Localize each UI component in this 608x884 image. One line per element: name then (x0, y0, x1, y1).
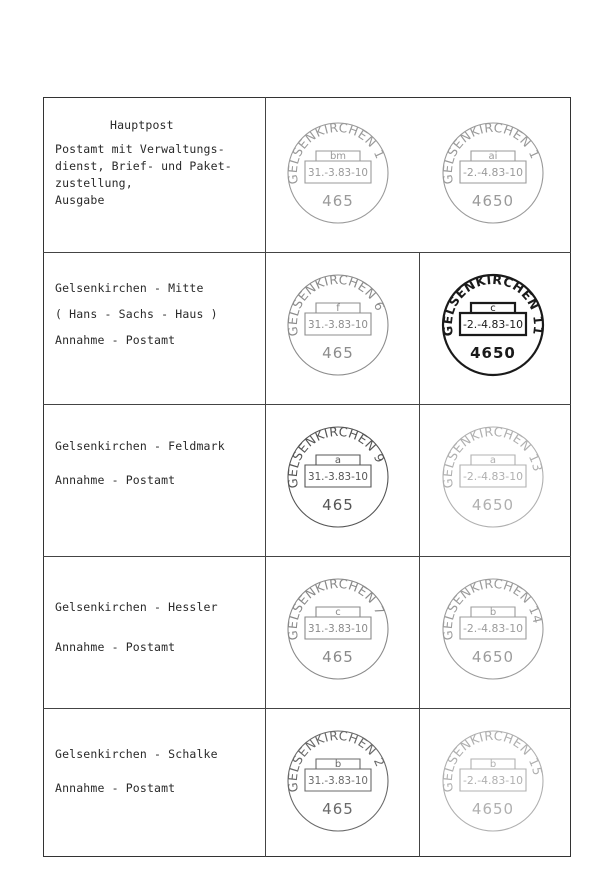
stamp-zip: 4650 (471, 192, 515, 210)
stamp-city: GELSENKIRCHEN 1 (284, 119, 389, 186)
stamp-city: GELSENKIRCHEN 11 (439, 271, 547, 338)
description-line: Postamt mit Verwaltungs- (55, 142, 225, 156)
row-divider (43, 404, 571, 405)
column-divider (265, 97, 266, 857)
postmark-stamp (438, 567, 548, 697)
row-description (55, 587, 218, 667)
stamp-zip: 4650 (471, 800, 515, 818)
stamp-code: b (489, 759, 497, 770)
stamp-city: GELSENKIRCHEN 14 (439, 575, 546, 642)
stamp-date: 31.-3.83-10 (308, 318, 368, 331)
stamp-zip: 465 (322, 648, 354, 666)
postmark-stamp (438, 415, 548, 545)
row-divider (43, 252, 571, 253)
description-line: Ausgabe (55, 193, 105, 207)
stamp-code: c (335, 607, 341, 618)
stamp-code: ai (488, 151, 498, 162)
stamp-city: GELSENKIRCHEN 6 (284, 271, 389, 338)
postmark-stamp (283, 111, 393, 241)
postmark-stamp (438, 263, 548, 393)
description-line: dienst, Brief- und Paket- (55, 159, 232, 173)
stamp-date: -2.-4.83-10 (463, 470, 523, 483)
stamp-zip: 4650 (470, 344, 516, 362)
location-name: Gelsenkirchen - Schalke (55, 747, 218, 761)
stamp-date: 31.-3.83-10 (308, 622, 368, 635)
stamp-zip: 4650 (471, 648, 515, 666)
row-description (55, 737, 218, 805)
stamp-date: -2.-4.83-10 (463, 318, 523, 331)
stamp-zip: 465 (322, 800, 354, 818)
postmark-stamp (283, 263, 393, 393)
location-name: Gelsenkirchen - Feldmark (55, 439, 225, 453)
location-name: Gelsenkirchen - Mitte (55, 281, 204, 295)
description-line: ( Hans - Sachs - Haus ) (55, 307, 218, 321)
stamp-date: 31.-3.83-10 (308, 166, 368, 179)
description-line: Annahme - Postamt (55, 473, 176, 487)
stamp-code: bm (329, 151, 347, 162)
stamp-date: 31.-3.83-10 (308, 470, 368, 483)
row-divider (43, 708, 571, 709)
stamp-city: GELSENKIRCHEN 7 (284, 575, 389, 642)
stamp-date: -2.-4.83-10 (463, 622, 523, 635)
postmark-stamp (283, 415, 393, 545)
stamp-code: b (334, 759, 342, 770)
postmark-stamp (438, 111, 548, 241)
stamp-city: GELSENKIRCHEN 2 (284, 727, 389, 794)
stamp-code: b (489, 607, 497, 618)
stamp-zip: 465 (322, 192, 354, 210)
stamp-code: a (489, 455, 497, 466)
stamp-code: c (490, 303, 496, 314)
row-divider (43, 556, 571, 557)
stamp-city: GELSENKIRCHEN 13 (439, 423, 546, 490)
description-line: zustellung, (55, 176, 133, 190)
stamp-zip: 465 (322, 344, 354, 362)
description-line: Annahme - Postamt (55, 781, 176, 795)
stamp-city: GELSENKIRCHEN 9 (284, 423, 389, 490)
description-line: Annahme - Postamt (55, 333, 176, 347)
description-line: Annahme - Postamt (55, 640, 176, 654)
stamp-code: a (334, 455, 342, 466)
postmark-stamp (283, 719, 393, 849)
postmark-table (43, 97, 571, 857)
stamp-city: GELSENKIRCHEN 15 (439, 727, 546, 794)
stamp-zip: 465 (322, 496, 354, 514)
postmark-stamp (283, 567, 393, 697)
row-description (55, 429, 225, 497)
location-name: Gelsenkirchen - Hessler (55, 600, 218, 614)
stamp-date: -2.-4.83-10 (463, 774, 523, 787)
location-name: Hauptpost (110, 118, 174, 132)
stamp-date: -2.-4.83-10 (463, 166, 523, 179)
stamp-divider (419, 252, 420, 857)
stamp-zip: 4650 (471, 496, 515, 514)
row-description (55, 275, 218, 353)
stamp-code: f (336, 303, 340, 314)
stamp-city: GELSENKIRCHEN 1 (439, 119, 544, 186)
row-description (55, 117, 232, 209)
postmark-stamp (438, 719, 548, 849)
stamp-date: 31.-3.83-10 (308, 774, 368, 787)
